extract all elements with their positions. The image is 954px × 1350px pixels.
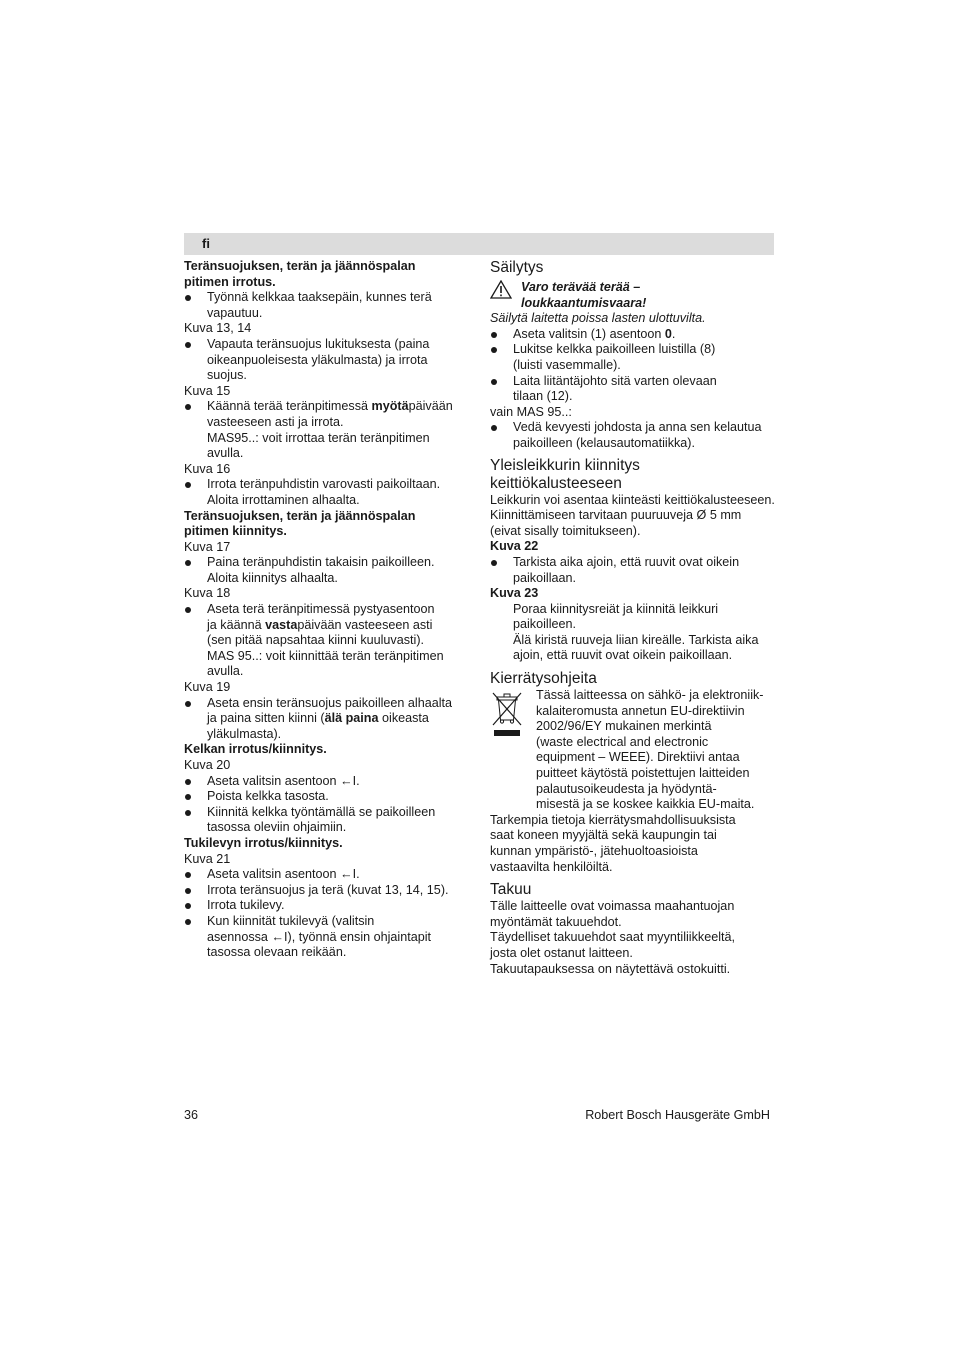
- position-symbol: ←I: [271, 929, 288, 944]
- list-item: Kun kiinnität tukilevyä (valitsin asennossa ←I), työnnä ensin ohjaintapit tasossa olevaan reikään.: [184, 914, 468, 961]
- paragraph: Leikkurin voi asentaa kiinteästi keittiökalusteeseen. Kiinnittämiseen tarvitaan puuruuveja Ø 5 mm (eivat sisally toimitukseen).: [490, 492, 775, 538]
- list-item: Aseta ensin teränsuojus paikoilleen alhaalta ja paina sitten kiinni (älä paina oikeasta yläkulmasta).: [184, 696, 468, 743]
- figure-ref: Kuva 23: [490, 586, 539, 601]
- list-item: Tarkista aika ajoin, että ruuvit ovat oikein paikoillaan.: [490, 555, 776, 586]
- figure-ref: Kuva 16: [184, 461, 231, 476]
- recycling-block: Tässä laitteessa on sähkö- ja elektroniik- kalaiteromusta annetun EU-direktiivin 2002/96/EY mukainen merkintä (waste electrical and electronic equipment – WEEE). Direktiivi antaa puitteet käytöstä poistettujen laitteiden palautusoikeudesta ja hyödyntä- misestä ja se koskee kaikkia EU-maita.: [490, 688, 776, 813]
- list-item: Käännä terää teränpitimessä myötäpäivään vasteeseen asti ja irrota.: [184, 399, 468, 430]
- paragraph: Tarkempia tietoja kierrätysmahdollisuuksista saat koneen myyjältä sekä kaupungin tai kunnan ympäristö-, jätehuoltoasioista vastaavilta henkilöiltä.: [490, 812, 736, 874]
- section-title-mounting: Yleisleikkurin kiinnitys keittiökalusteeseen: [490, 456, 640, 492]
- list-item: Irrota teränsuojus ja terä (kuvat 13, 14, 15).: [184, 883, 468, 899]
- list-item: Aseta terä teränpitimessä pystyasentoon ja käännä vastapäivään vasteeseen asti (sen pitää napsahtaa kiinni kuuluvasti).: [184, 602, 468, 649]
- list-item: Irrota teränpuhdistin varovasti paikoiltaan. Aloita irrottaminen alhaalta.: [184, 477, 468, 508]
- figure-ref: Kuva 22: [490, 539, 539, 554]
- section-heading: Kelkan irrotus/kiinnitys.: [184, 742, 327, 757]
- figure-ref: Kuva 21: [184, 851, 231, 866]
- company-name: Robert Bosch Hausgeräte GmbH: [585, 1108, 770, 1122]
- list-item: Aseta valitsin asentoon ←I.: [184, 774, 468, 790]
- language-code: fi: [202, 236, 210, 251]
- figure-ref: Kuva 15: [184, 383, 231, 398]
- list-item: Irrota tukilevy.: [184, 898, 468, 914]
- section-title-recycling: Kierrätysohjeita: [490, 670, 597, 688]
- crossed-bin-icon: [492, 690, 522, 738]
- note-text: MAS95..: voit irrottaa terän teränpitimen avulla.: [207, 430, 430, 461]
- list-item: Vedä kevyesti johdosta ja anna sen kelautua paikoilleen (kelausautomatiikka).: [490, 420, 776, 451]
- list-item: Työnnä kelkkaa taaksepäin, kunnes terä vapautuu.: [184, 290, 468, 321]
- left-column: [184, 259, 468, 961]
- figure-ref: Kuva 19: [184, 680, 231, 695]
- list-item: Kiinnitä kelkka työntämällä se paikoilleen tasossa oleviin ohjaimiin.: [184, 805, 468, 836]
- list-item: Poista kelkka tasosta.: [184, 789, 468, 805]
- language-header-bar: [184, 233, 774, 255]
- list-item: Laita liitäntäjohto sitä varten olevaan tilaan (12).: [490, 374, 776, 405]
- list-item: Lukitse kelkka paikoilleen luistilla (8) (luisti vasemmalle).: [490, 342, 776, 373]
- section-heading: Teränsuojuksen, terän ja jäännöspalan pitimen irrotus.: [184, 259, 416, 289]
- list-item: Paina teränpuhdistin takaisin paikoilleen. Aloita kiinnitys alhaalta.: [184, 555, 468, 586]
- figure-ref: Kuva 13, 14: [184, 321, 252, 336]
- note-text: vain MAS 95..:: [490, 404, 572, 419]
- section-heading: Tukilevyn irrotus/kiinnitys.: [184, 835, 343, 850]
- right-column: [490, 259, 776, 977]
- paragraph: Tälle laitteelle ovat voimassa maahantuojan myöntämät takuuehdot. Täydelliset takuuehdot saat myyntiliikkeeltä, josta olet ostanut laitteen. Takuutapauksessa on näytettävä ostokuitti.: [490, 899, 736, 976]
- section-heading: Teränsuojuksen, terän ja jäännöspalan pitimen kiinnitys.: [184, 508, 416, 539]
- list-item: Vapauta teränsuojus lukituksesta (paina oikeanpuoleisesta yläkulmasta) ja irrota suojus.: [184, 337, 468, 384]
- warning-triangle-icon: [490, 280, 512, 299]
- list-item: Aseta valitsin asentoon ←I.: [184, 867, 468, 883]
- list-item: Aseta valitsin (1) asentoon 0.: [490, 327, 776, 343]
- warning-block: Varo terävää terää – loukkaantumisvaara!: [490, 280, 776, 311]
- figure-ref: Kuva 17: [184, 539, 231, 554]
- section-title-warranty: Takuu: [490, 881, 532, 899]
- note-text: MAS 95..: voit kiinnittää terän teränpitimen avulla.: [207, 648, 444, 679]
- note-text: Säilytä laitetta poissa lasten ulottuvilta.: [490, 311, 706, 326]
- position-symbol: ←I: [340, 867, 357, 882]
- paragraph: Poraa kiinnitysreiät ja kiinnitä leikkuri paikoilleen. Älä kiristä ruuveja liian kireälle. Tarkista aika ajoin, että ruuvit ovat oikein paikoillaan.: [513, 601, 759, 663]
- page-number: 36: [184, 1108, 199, 1122]
- position-symbol: ←I: [340, 773, 357, 788]
- section-title-storage: Säilytys: [490, 259, 544, 276]
- figure-ref: Kuva 18: [184, 586, 231, 601]
- figure-ref: Kuva 20: [184, 758, 231, 772]
